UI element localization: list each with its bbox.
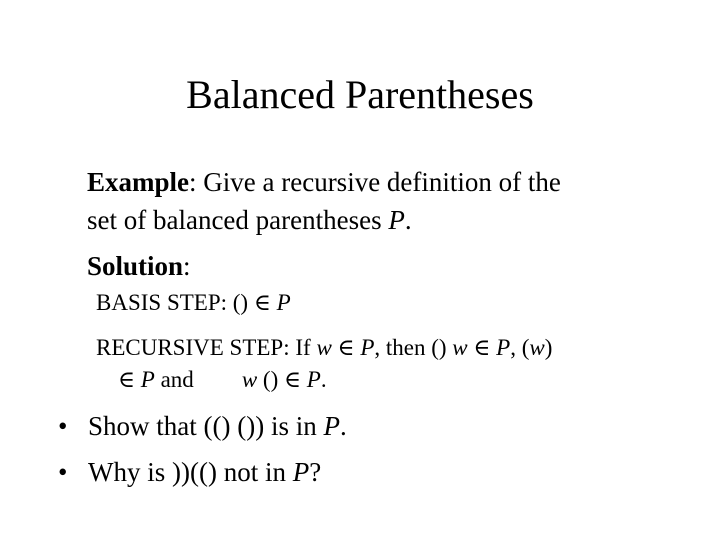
recursive-var-w2: w — [452, 335, 468, 360]
example-label: Example — [87, 167, 190, 197]
recursive-var-p4: P — [306, 367, 321, 392]
recursive-step-line-2 — [118, 364, 327, 396]
bullet-1-text: Show that (() ()) is in — [88, 411, 324, 441]
bullet-icon: • — [58, 411, 68, 441]
recursive-var-w1: w — [316, 335, 332, 360]
example-line-1 — [87, 164, 561, 200]
bullet-item-2 — [58, 454, 321, 490]
bullet-2-text: Why is ))(() not in — [88, 457, 293, 487]
basis-text: BASIS STEP: () ∈ — [96, 290, 277, 315]
recursive-text-g: ∈ — [118, 367, 141, 392]
recursive-var-p2: P — [496, 335, 511, 360]
bullet-1-var-p: P — [323, 411, 340, 441]
recursive-text-b: ∈ — [331, 335, 361, 360]
example-var-p: P — [388, 205, 405, 235]
bullet-icon: • — [58, 457, 68, 487]
bullet-2-var-p: P — [292, 457, 310, 487]
example-text-2: set of balanced parentheses — [87, 205, 389, 235]
basis-step — [96, 287, 291, 319]
example-text-1: : Give a recursive definition of the — [189, 167, 561, 197]
recursive-step-line-1 — [96, 332, 552, 364]
recursive-text-c: , then () — [374, 335, 453, 360]
basis-var-p: P — [276, 290, 291, 315]
solution-line — [87, 248, 191, 284]
bullet-item-1 — [58, 408, 347, 444]
recursive-text-h: and — [154, 367, 194, 392]
solution-label: Solution — [87, 251, 184, 281]
recursive-var-w3: w — [529, 335, 545, 360]
recursive-text-d: ∈ — [467, 335, 497, 360]
recursive-text-j: . — [320, 367, 327, 392]
example-line-2 — [87, 202, 412, 238]
example-period: . — [404, 205, 412, 235]
recursive-text-f: ) — [544, 335, 553, 360]
bullet-2-end: ? — [309, 457, 322, 487]
recursive-var-p1: P — [360, 335, 375, 360]
solution-colon: : — [183, 251, 191, 281]
slide-title: Balanced Parentheses — [186, 72, 534, 117]
recursive-text-e: , ( — [510, 335, 530, 360]
recursive-var-w4: w — [241, 367, 258, 392]
bullet-1-end: . — [339, 411, 347, 441]
recursive-var-p3: P — [140, 367, 155, 392]
recursive-text-i: () ∈ — [257, 367, 307, 392]
recursive-text-a: RECURSIVE STEP: If — [96, 335, 317, 360]
